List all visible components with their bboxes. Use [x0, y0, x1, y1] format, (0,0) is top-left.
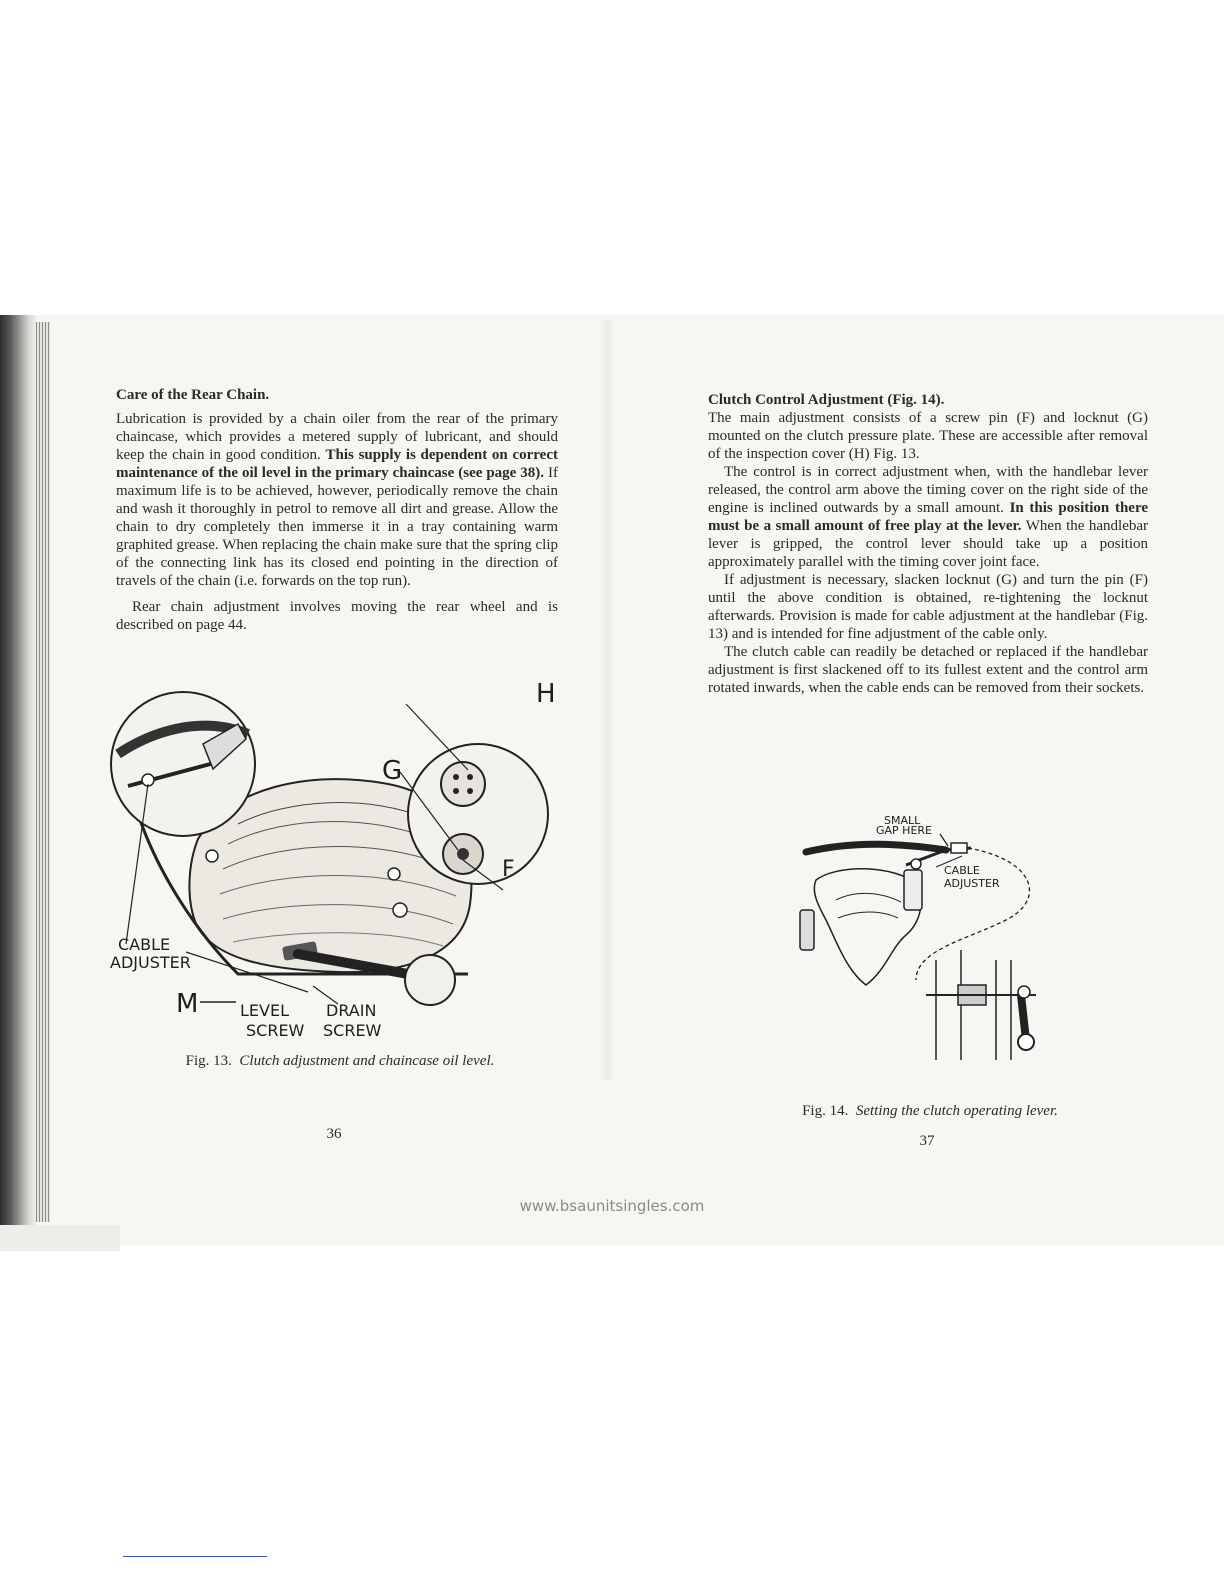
figure-13-number: Fig. 13. — [185, 1053, 232, 1069]
right-page-text — [708, 391, 1148, 697]
rear-chain-paragraph — [116, 410, 558, 590]
label-level: LEVEL — [240, 1001, 289, 1020]
figure-13-title: Clutch adjustment and chaincase oil level. — [239, 1053, 495, 1069]
label-cable: CABLE — [118, 935, 171, 954]
chain-cleaning-text: If maximum life is to be achieved, however, periodically remove the chain and wash it thoroughly in petrol to remove all dirt and grease. Allow the chain to dry completely then immerse it in a tray containing warm graphited grease. When replacing the chain make sure that the spring clip of the connecting link has its closed end pointing in the direction of travels of the chain (i.e. forwards on the top run). — [116, 465, 559, 589]
figure-13-svg — [108, 674, 556, 1044]
book-spine-shadow — [0, 315, 36, 1225]
figure-14-number: Fig. 14. — [802, 1103, 849, 1119]
spine-foot — [0, 1225, 120, 1251]
figure-14-title: Setting the clutch operating lever. — [855, 1103, 1058, 1119]
page-edges — [36, 322, 50, 1222]
control-arm-text: The control is in correct adjustment when, with the handlebar lever released, the control arm above the timing cover on the right side of the engine is inclined outwards by a small amount. — [708, 464, 1148, 516]
rear-chain-heading: Care of the Rear Chain. — [116, 387, 270, 403]
main-adjustment-paragraph: The main adjustment consists of a screw pin (F) and locknut (G) mounted on the clutch pressure plate. These are accessible after removal of the inspection cover (H) Fig. 13. — [708, 410, 1148, 462]
figure-14-svg — [796, 810, 1056, 1070]
figure-13-caption — [140, 1053, 540, 1070]
adjustment-procedure-paragraph: If adjustment is necessary, slacken locknut (G) and turn the pin (F) until the above condition is obtained, re-tightening the locknut afterwards. Provision is made for cable adjustment at the handlebar (Fig. 13) and is intended for fine adjustment of the cable only. — [708, 572, 1148, 642]
lubrication-text: Lubrication is provided by a chain oiler from the rear of the primary chaincase, which provides a metered supply of lubricant, and should keep the chain in good condition. — [116, 411, 558, 463]
correct-adjustment-paragraph — [708, 463, 1148, 571]
figure-13-clutch-diagram — [108, 674, 556, 1044]
label-adjuster: ADJUSTER — [944, 877, 1000, 890]
label-level-screw: SCREW — [246, 1021, 305, 1040]
chain-adjustment-paragraph: Rear chain adjustment involves moving the rear wheel and is described on page 44. — [116, 599, 558, 633]
label-drain-screw: SCREW — [323, 1021, 382, 1040]
cable-replacement-paragraph: The clutch cable can readily be detached or replaced if the handlebar adjustment is first slackened off to its fullest extent and the control arm rotated inwards, when the cable ends can be removed from their sockets. — [708, 644, 1148, 696]
figure-14-lever-diagram — [796, 810, 1056, 1070]
free-play-warning: In this position there must be a small amount of free play at the lever. — [708, 500, 1148, 534]
website-watermark: www.bsaunitsingles.com — [519, 1197, 705, 1215]
label-drain: DRAIN — [326, 1001, 377, 1020]
label-h: H — [536, 679, 556, 709]
figure-14-caption — [770, 1103, 1090, 1120]
clutch-control-heading: Clutch Control Adjustment (Fig. 14). — [708, 392, 945, 408]
label-f: F — [502, 857, 515, 882]
lever-gripped-text: When the handlebar lever is gripped, the control lever should take up a position approximately parallel with the timing cover joint face. — [708, 518, 1149, 570]
label-g: G — [382, 756, 403, 786]
page-number-left: 36 — [326, 1126, 342, 1142]
page-number-right: 37 — [919, 1133, 935, 1149]
footer-rule — [123, 1556, 267, 1557]
label-adjuster: ADJUSTER — [110, 953, 191, 972]
oil-level-warning: This supply is dependent on correct maintenance of the oil level in the primary chaincase (see page 38). — [116, 447, 558, 481]
left-page-text — [116, 386, 558, 634]
center-gutter — [600, 320, 614, 1080]
label-small: SMALL — [884, 814, 921, 827]
label-m: M — [176, 989, 199, 1019]
label-cable: CABLE — [944, 864, 980, 877]
label-gap-here: GAP HERE — [876, 824, 932, 837]
